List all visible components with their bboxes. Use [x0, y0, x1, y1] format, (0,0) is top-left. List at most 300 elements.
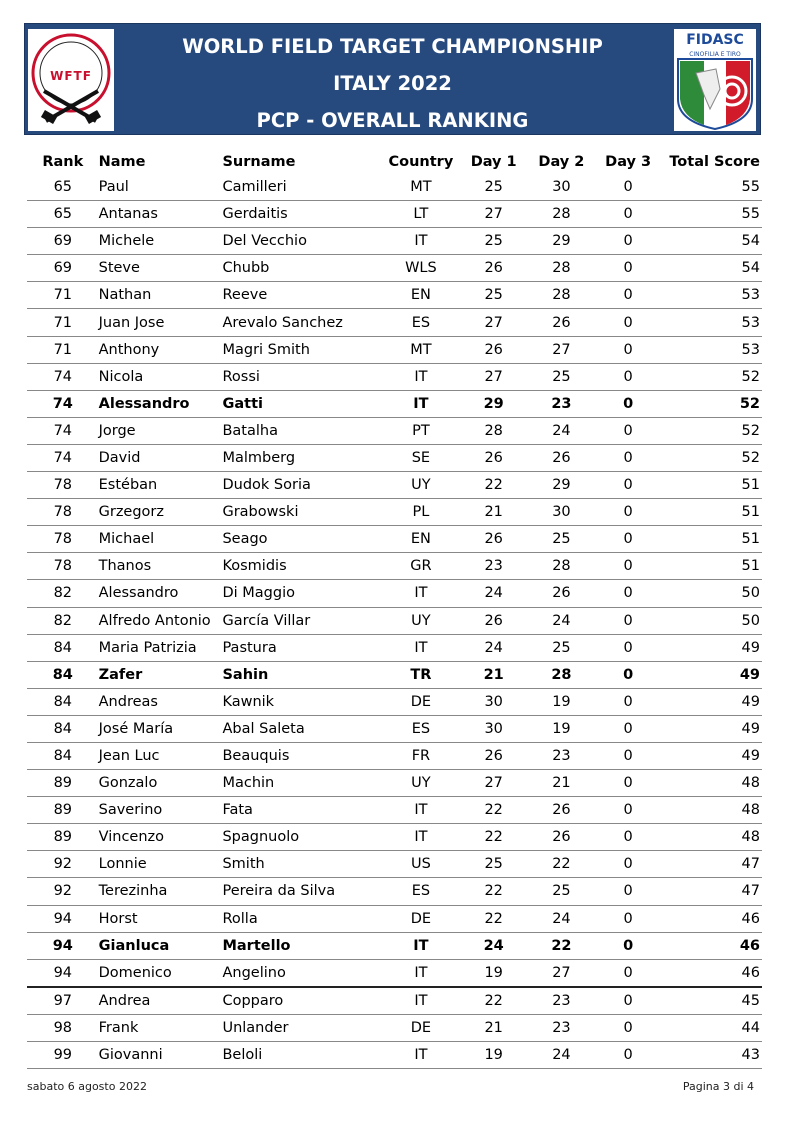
- cell-surname: Pastura: [222, 634, 382, 661]
- table-row: [27, 363, 762, 390]
- table-header-row: [27, 150, 762, 174]
- footer-date: sabato 6 agosto 2022: [27, 1080, 147, 1093]
- table-row: [27, 932, 762, 959]
- cell-day2: 26: [528, 824, 596, 851]
- cell-surname: Grabowski: [222, 499, 382, 526]
- cell-day2: 25: [528, 363, 596, 390]
- cell-day3: 0: [595, 390, 661, 417]
- cell-day3: 0: [595, 987, 661, 1015]
- cell-country: IT: [382, 390, 460, 417]
- cell-surname: Copparo: [222, 987, 382, 1015]
- column-header-day1: Day 1: [470, 154, 517, 170]
- column-header-day2: Day 2: [538, 154, 585, 170]
- cell-total-score: 43: [661, 1042, 762, 1069]
- table-row: [27, 1014, 762, 1041]
- cell-surname: Arevalo Sanchez: [222, 309, 382, 336]
- cell-total-score: 49: [661, 715, 762, 742]
- cell-rank: 78: [27, 526, 99, 553]
- cell-country: DE: [382, 688, 460, 715]
- cell-country: EN: [382, 526, 460, 553]
- cell-day3: 0: [595, 553, 661, 580]
- cell-day3: 0: [595, 959, 661, 987]
- cell-day2: 28: [528, 553, 596, 580]
- cell-day2: 28: [528, 282, 596, 309]
- cell-surname: Kosmidis: [222, 553, 382, 580]
- cell-surname: Kawnik: [222, 688, 382, 715]
- cell-rank: 65: [27, 174, 99, 201]
- cell-day2: 23: [528, 742, 596, 769]
- column-header-day3: Day 3: [605, 154, 652, 170]
- cell-name: Jorge: [99, 417, 223, 444]
- title-line-3: PCP - OVERALL RANKING: [256, 109, 529, 132]
- cell-day2: 24: [528, 417, 596, 444]
- cell-country: MT: [382, 336, 460, 363]
- cell-country: SE: [382, 444, 460, 471]
- cell-total-score: 48: [661, 824, 762, 851]
- cell-day1: 24: [460, 932, 528, 959]
- column-header-country: Country: [388, 154, 454, 170]
- cell-day3: 0: [595, 363, 661, 390]
- table-row: [27, 715, 762, 742]
- cell-day1: 19: [460, 1042, 528, 1069]
- cell-day2: 19: [528, 715, 596, 742]
- cell-day1: 29: [460, 390, 528, 417]
- cell-day1: 30: [460, 715, 528, 742]
- cell-day3: 0: [595, 1042, 661, 1069]
- cell-surname: Del Vecchio: [222, 228, 382, 255]
- cell-country: TR: [382, 661, 460, 688]
- table-row: [27, 797, 762, 824]
- cell-name: Nicola: [99, 363, 223, 390]
- title-line-1: WORLD FIELD TARGET CHAMPIONSHIP: [182, 35, 603, 58]
- cell-name: Juan Jose: [99, 309, 223, 336]
- cell-name: Alessandro: [99, 580, 223, 607]
- cell-rank: 82: [27, 580, 99, 607]
- table-row: [27, 336, 762, 363]
- cell-day1: 21: [460, 1014, 528, 1041]
- cell-day3: 0: [595, 634, 661, 661]
- cell-total-score: 52: [661, 417, 762, 444]
- cell-day2: 23: [528, 1014, 596, 1041]
- table-row: [27, 824, 762, 851]
- cell-day1: 27: [460, 770, 528, 797]
- table-row: [27, 661, 762, 688]
- cell-day3: 0: [595, 201, 661, 228]
- cell-country: UY: [382, 770, 460, 797]
- cell-total-score: 47: [661, 851, 762, 878]
- cell-total-score: 49: [661, 742, 762, 769]
- cell-country: ES: [382, 878, 460, 905]
- table-row: [27, 607, 762, 634]
- cell-day1: 25: [460, 174, 528, 201]
- cell-day3: 0: [595, 1014, 661, 1041]
- cell-day3: 0: [595, 174, 661, 201]
- cell-day3: 0: [595, 336, 661, 363]
- cell-day2: 27: [528, 959, 596, 987]
- cell-rank: 71: [27, 282, 99, 309]
- cell-country: IT: [382, 363, 460, 390]
- cell-name: Vincenzo: [99, 824, 223, 851]
- cell-country: DE: [382, 1014, 460, 1041]
- cell-country: IT: [382, 797, 460, 824]
- cell-rank: 89: [27, 797, 99, 824]
- cell-total-score: 45: [661, 987, 762, 1015]
- cell-rank: 94: [27, 959, 99, 987]
- cell-total-score: 46: [661, 959, 762, 987]
- cell-rank: 89: [27, 824, 99, 851]
- cell-total-score: 51: [661, 499, 762, 526]
- cell-day3: 0: [595, 417, 661, 444]
- cell-total-score: 44: [661, 1014, 762, 1041]
- cell-day1: 26: [460, 607, 528, 634]
- cell-rank: 98: [27, 1014, 99, 1041]
- fidasc-logo-subtext: CINOFILIA E TIRO: [689, 51, 741, 58]
- cell-day1: 22: [460, 797, 528, 824]
- cell-total-score: 53: [661, 336, 762, 363]
- cell-country: PT: [382, 417, 460, 444]
- cell-day3: 0: [595, 851, 661, 878]
- cell-day2: 25: [528, 634, 596, 661]
- cell-country: DE: [382, 905, 460, 932]
- table-row: [27, 444, 762, 471]
- cell-surname: Sahin: [222, 661, 382, 688]
- cell-total-score: 50: [661, 580, 762, 607]
- cell-day2: 30: [528, 499, 596, 526]
- cell-total-score: 55: [661, 174, 762, 201]
- cell-day3: 0: [595, 715, 661, 742]
- cell-name: Frank: [99, 1014, 223, 1041]
- cell-country: MT: [382, 174, 460, 201]
- cell-surname: Chubb: [222, 255, 382, 282]
- cell-day1: 28: [460, 417, 528, 444]
- cell-rank: 74: [27, 444, 99, 471]
- cell-surname: Gatti: [222, 390, 382, 417]
- cell-day1: 26: [460, 742, 528, 769]
- cell-rank: 99: [27, 1042, 99, 1069]
- cell-surname: Smith: [222, 851, 382, 878]
- table-row: [27, 282, 762, 309]
- cell-day3: 0: [595, 824, 661, 851]
- cell-day2: 26: [528, 797, 596, 824]
- cell-day3: 0: [595, 309, 661, 336]
- cell-rank: 71: [27, 309, 99, 336]
- cell-total-score: 49: [661, 688, 762, 715]
- cell-surname: Unlander: [222, 1014, 382, 1041]
- cell-day2: 23: [528, 987, 596, 1015]
- cell-day2: 24: [528, 905, 596, 932]
- cell-total-score: 52: [661, 444, 762, 471]
- cell-total-score: 48: [661, 797, 762, 824]
- cell-day2: 25: [528, 878, 596, 905]
- cell-name: Zafer: [99, 661, 223, 688]
- cell-day2: 25: [528, 526, 596, 553]
- cell-day2: 28: [528, 255, 596, 282]
- cell-total-score: 46: [661, 932, 762, 959]
- cell-rank: 94: [27, 905, 99, 932]
- cell-day2: 27: [528, 336, 596, 363]
- cell-surname: Machin: [222, 770, 382, 797]
- cell-day3: 0: [595, 932, 661, 959]
- cell-total-score: 52: [661, 363, 762, 390]
- cell-total-score: 50: [661, 607, 762, 634]
- cell-day3: 0: [595, 526, 661, 553]
- cell-total-score: 49: [661, 634, 762, 661]
- cell-surname: Abal Saleta: [222, 715, 382, 742]
- cell-total-score: 54: [661, 228, 762, 255]
- cell-day1: 26: [460, 444, 528, 471]
- cell-rank: 78: [27, 472, 99, 499]
- cell-day3: 0: [595, 661, 661, 688]
- cell-day3: 0: [595, 444, 661, 471]
- cell-day3: 0: [595, 580, 661, 607]
- cell-rank: 92: [27, 851, 99, 878]
- cell-name: Michele: [99, 228, 223, 255]
- cell-day2: 30: [528, 174, 596, 201]
- cell-country: IT: [382, 1042, 460, 1069]
- cell-day3: 0: [595, 688, 661, 715]
- cell-day1: 22: [460, 878, 528, 905]
- ranking-table-body: [27, 174, 762, 1069]
- cell-surname: Reeve: [222, 282, 382, 309]
- cell-surname: Seago: [222, 526, 382, 553]
- cell-total-score: 47: [661, 878, 762, 905]
- cell-name: José María: [99, 715, 223, 742]
- cell-name: Terezinha: [99, 878, 223, 905]
- cell-country: LT: [382, 201, 460, 228]
- cell-day3: 0: [595, 228, 661, 255]
- cell-day1: 23: [460, 553, 528, 580]
- table-row: [27, 634, 762, 661]
- cell-country: IT: [382, 634, 460, 661]
- cell-day2: 24: [528, 1042, 596, 1069]
- cell-name: Horst: [99, 905, 223, 932]
- cell-day2: 24: [528, 607, 596, 634]
- cell-name: Alfredo Antonio: [99, 607, 223, 634]
- cell-name: Alessandro: [99, 390, 223, 417]
- cell-day1: 25: [460, 228, 528, 255]
- cell-name: Andrea: [99, 987, 223, 1015]
- table-row: [27, 472, 762, 499]
- cell-country: UY: [382, 472, 460, 499]
- cell-country: IT: [382, 932, 460, 959]
- cell-day2: 19: [528, 688, 596, 715]
- cell-rank: 84: [27, 715, 99, 742]
- cell-country: ES: [382, 309, 460, 336]
- table-row: [27, 526, 762, 553]
- cell-total-score: 46: [661, 905, 762, 932]
- cell-day2: 28: [528, 661, 596, 688]
- cell-surname: Rolla: [222, 905, 382, 932]
- cell-day1: 21: [460, 499, 528, 526]
- table-row: [27, 417, 762, 444]
- cell-day2: 28: [528, 201, 596, 228]
- table-row: [27, 174, 762, 201]
- cell-rank: 84: [27, 742, 99, 769]
- table-row: [27, 851, 762, 878]
- cell-day1: 22: [460, 824, 528, 851]
- column-header-total-score: Total Score: [669, 154, 760, 170]
- cell-rank: 74: [27, 417, 99, 444]
- cell-name: Antanas: [99, 201, 223, 228]
- cell-country: PL: [382, 499, 460, 526]
- cell-country: IT: [382, 959, 460, 987]
- cell-surname: Gerdaitis: [222, 201, 382, 228]
- cell-country: GR: [382, 553, 460, 580]
- cell-day2: 29: [528, 228, 596, 255]
- cell-day3: 0: [595, 607, 661, 634]
- header-banner: [24, 23, 761, 135]
- cell-day2: 23: [528, 390, 596, 417]
- cell-name: Estéban: [99, 472, 223, 499]
- cell-total-score: 53: [661, 282, 762, 309]
- table-row: [27, 742, 762, 769]
- cell-surname: García Villar: [222, 607, 382, 634]
- cell-day3: 0: [595, 255, 661, 282]
- table-row: [27, 580, 762, 607]
- cell-day1: 27: [460, 201, 528, 228]
- cell-total-score: 55: [661, 201, 762, 228]
- cell-name: Domenico: [99, 959, 223, 987]
- cell-day2: 26: [528, 444, 596, 471]
- cell-day1: 26: [460, 336, 528, 363]
- cell-name: Nathan: [99, 282, 223, 309]
- table-row: [27, 309, 762, 336]
- table-row: [27, 553, 762, 580]
- cell-name: Steve: [99, 255, 223, 282]
- cell-rank: 71: [27, 336, 99, 363]
- cell-country: US: [382, 851, 460, 878]
- cell-country: ES: [382, 715, 460, 742]
- cell-name: Lonnie: [99, 851, 223, 878]
- cell-day2: 26: [528, 580, 596, 607]
- cell-total-score: 54: [661, 255, 762, 282]
- cell-rank: 84: [27, 634, 99, 661]
- cell-total-score: 51: [661, 553, 762, 580]
- cell-day3: 0: [595, 282, 661, 309]
- table-row: [27, 499, 762, 526]
- cell-day3: 0: [595, 905, 661, 932]
- cell-surname: Spagnuolo: [222, 824, 382, 851]
- cell-day3: 0: [595, 770, 661, 797]
- cell-surname: Malmberg: [222, 444, 382, 471]
- cell-day1: 27: [460, 363, 528, 390]
- table-row: [27, 987, 762, 1015]
- cell-rank: 94: [27, 932, 99, 959]
- cell-day3: 0: [595, 797, 661, 824]
- cell-surname: Di Maggio: [222, 580, 382, 607]
- ranking-table: [27, 150, 762, 1069]
- cell-day1: 30: [460, 688, 528, 715]
- cell-surname: Rossi: [222, 363, 382, 390]
- cell-day1: 22: [460, 905, 528, 932]
- cell-surname: Fata: [222, 797, 382, 824]
- cell-name: Jean Luc: [99, 742, 223, 769]
- cell-country: IT: [382, 580, 460, 607]
- table-row: [27, 1042, 762, 1069]
- cell-rank: 78: [27, 499, 99, 526]
- cell-rank: 82: [27, 607, 99, 634]
- cell-rank: 69: [27, 228, 99, 255]
- cell-total-score: 51: [661, 472, 762, 499]
- footer-page-number: Pagina 3 di 4: [682, 1080, 754, 1093]
- cell-name: Maria Patrizia: [99, 634, 223, 661]
- column-header-surname: Surname: [222, 154, 296, 170]
- cell-country: IT: [382, 824, 460, 851]
- table-row: [27, 688, 762, 715]
- title-line-2: ITALY 2022: [333, 72, 452, 95]
- cell-rank: 74: [27, 363, 99, 390]
- cell-day3: 0: [595, 472, 661, 499]
- table-row: [27, 228, 762, 255]
- cell-rank: 84: [27, 661, 99, 688]
- cell-country: FR: [382, 742, 460, 769]
- fidasc-logo-text: FIDASC: [686, 32, 744, 48]
- cell-day2: 21: [528, 770, 596, 797]
- cell-day1: 19: [460, 959, 528, 987]
- cell-day1: 21: [460, 661, 528, 688]
- cell-total-score: 51: [661, 526, 762, 553]
- cell-rank: 74: [27, 390, 99, 417]
- cell-name: Michael: [99, 526, 223, 553]
- cell-name: Giovanni: [99, 1042, 223, 1069]
- column-header-rank: Rank: [42, 154, 84, 170]
- table-row: [27, 959, 762, 987]
- cell-surname: Beloli: [222, 1042, 382, 1069]
- cell-name: Grzegorz: [99, 499, 223, 526]
- table-row: [27, 255, 762, 282]
- cell-surname: Batalha: [222, 417, 382, 444]
- cell-name: Thanos: [99, 553, 223, 580]
- cell-country: UY: [382, 607, 460, 634]
- cell-surname: Camilleri: [222, 174, 382, 201]
- cell-day3: 0: [595, 742, 661, 769]
- fidasc-logo: [674, 29, 756, 131]
- cell-country: IT: [382, 228, 460, 255]
- cell-country: WLS: [382, 255, 460, 282]
- cell-rank: 89: [27, 770, 99, 797]
- cell-day3: 0: [595, 499, 661, 526]
- cell-day1: 24: [460, 634, 528, 661]
- cell-day2: 29: [528, 472, 596, 499]
- cell-country: EN: [382, 282, 460, 309]
- cell-name: Andreas: [99, 688, 223, 715]
- cell-day1: 22: [460, 472, 528, 499]
- cell-day1: 24: [460, 580, 528, 607]
- cell-day3: 0: [595, 878, 661, 905]
- cell-surname: Beauquis: [222, 742, 382, 769]
- cell-day1: 26: [460, 255, 528, 282]
- cell-rank: 65: [27, 201, 99, 228]
- table-row: [27, 770, 762, 797]
- table-row: [27, 390, 762, 417]
- cell-name: Gonzalo: [99, 770, 223, 797]
- cell-surname: Angelino: [222, 959, 382, 987]
- cell-total-score: 53: [661, 309, 762, 336]
- cell-day2: 22: [528, 932, 596, 959]
- wftf-logo: [28, 29, 114, 131]
- cell-day1: 27: [460, 309, 528, 336]
- cell-surname: Magri Smith: [222, 336, 382, 363]
- cell-name: Paul: [99, 174, 223, 201]
- table-row: [27, 878, 762, 905]
- cell-surname: Dudok Soria: [222, 472, 382, 499]
- cell-day1: 25: [460, 282, 528, 309]
- cell-rank: 97: [27, 987, 99, 1015]
- cell-day1: 22: [460, 987, 528, 1015]
- header-titles: [135, 28, 650, 139]
- cell-name: Anthony: [99, 336, 223, 363]
- cell-total-score: 52: [661, 390, 762, 417]
